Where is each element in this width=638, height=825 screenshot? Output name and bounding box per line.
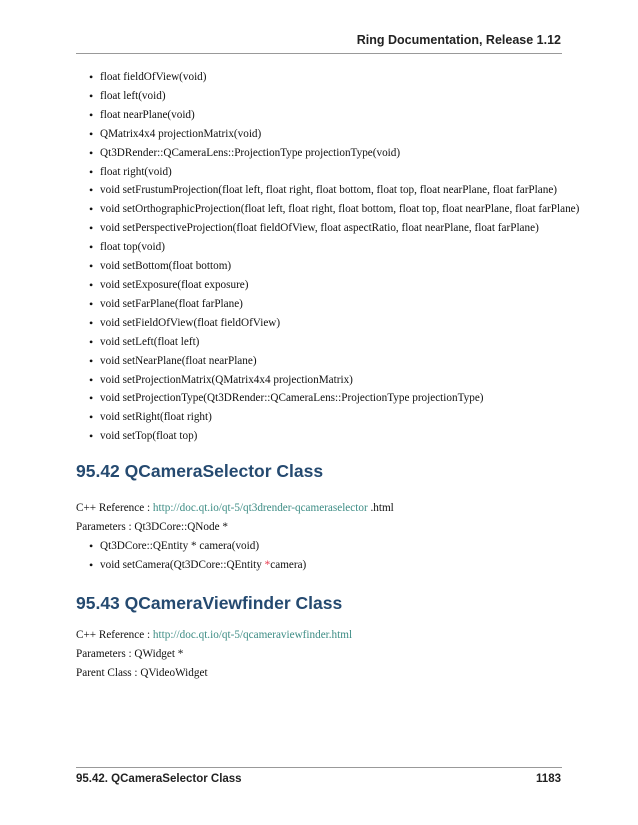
cpp-reference-line bbox=[76, 500, 394, 516]
list-item: • Qt3DCore::QEntity * camera(void) bbox=[76, 537, 566, 556]
parent-class-line: Parent Class : QVideoWidget bbox=[76, 667, 208, 679]
list-item: • void setBottom(float bottom) bbox=[76, 257, 566, 276]
pointer-highlight: * bbox=[264, 558, 271, 571]
list-item: • void setProjectionMatrix(QMatrix4x4 projectionMatrix) bbox=[76, 371, 566, 390]
list-item: • void setFarPlane(float farPlane) bbox=[76, 295, 566, 314]
list-item: • void setFrustumProjection(float left, float right, float bottom, float top, float nearPlane, float farPlane) bbox=[76, 181, 566, 200]
page-number: 1183 bbox=[536, 773, 561, 785]
list-item: • void setExposure(float exposure) bbox=[76, 276, 566, 295]
list-item: • float fieldOfView(void) bbox=[76, 68, 566, 87]
list-item: • float nearPlane(void) bbox=[76, 106, 566, 125]
list-item: • void setTop(float top) bbox=[76, 427, 566, 446]
method-text: void setCamera(Qt3DCore::QEntity bbox=[100, 558, 265, 571]
cpp-reference-suffix: .html bbox=[367, 502, 394, 514]
list-item: • float right(void) bbox=[76, 163, 566, 182]
list-item: • float top(void) bbox=[76, 238, 566, 257]
list-item: • void setLeft(float left) bbox=[76, 333, 566, 352]
cpp-reference-label: C++ Reference : bbox=[76, 629, 153, 641]
running-header: Ring Documentation, Release 1.12 bbox=[356, 33, 561, 47]
header-rule bbox=[76, 53, 562, 54]
section-title-qcameraviewfinder: 95.43 QCameraViewfinder Class bbox=[76, 593, 343, 613]
list-item: • QMatrix4x4 projectionMatrix(void) bbox=[76, 125, 566, 144]
list-item: • Qt3DRender::QCameraLens::ProjectionType projectionType(void) bbox=[76, 144, 566, 163]
parameters-line: Parameters : Qt3DCore::QNode * bbox=[76, 521, 228, 533]
method-list bbox=[76, 68, 580, 446]
list-item: • void setPerspectiveProjection(float fieldOfView, float aspectRatio, float nearPlane, float farPlane) bbox=[76, 219, 566, 238]
list-item: • void setNearPlane(float nearPlane) bbox=[76, 352, 566, 371]
cpp-reference-label: C++ Reference : bbox=[76, 502, 153, 514]
cpp-reference-link[interactable]: http://doc.qt.io/qt-5/qt3drender-qcameraselector bbox=[152, 502, 368, 514]
list-item: • float left(void) bbox=[76, 87, 566, 106]
footer-section: 95.42. QCameraSelector Class bbox=[76, 773, 242, 785]
list-item: • void setRight(float right) bbox=[76, 408, 566, 427]
qcameraselector-method-list bbox=[76, 537, 566, 575]
method-text-end: camera) bbox=[270, 558, 307, 571]
footer-rule bbox=[76, 767, 562, 768]
list-item bbox=[76, 556, 566, 575]
list-item: • void setProjectionType(Qt3DRender::QCameraLens::ProjectionType projectionType) bbox=[76, 389, 566, 408]
list-item: • void setOrthographicProjection(float left, float right, float bottom, float top, float nearPlane, float farPlane) bbox=[76, 200, 566, 219]
cpp-reference-link[interactable]: http://doc.qt.io/qt-5/qcameraviewfinder.html bbox=[152, 629, 353, 641]
section-title-qcameraselector: 95.42 QCameraSelector Class bbox=[76, 461, 324, 481]
cpp-reference-line bbox=[76, 627, 352, 643]
list-item: • void setFieldOfView(float fieldOfView) bbox=[76, 314, 566, 333]
parameters-line: Parameters : QWidget * bbox=[76, 648, 184, 660]
